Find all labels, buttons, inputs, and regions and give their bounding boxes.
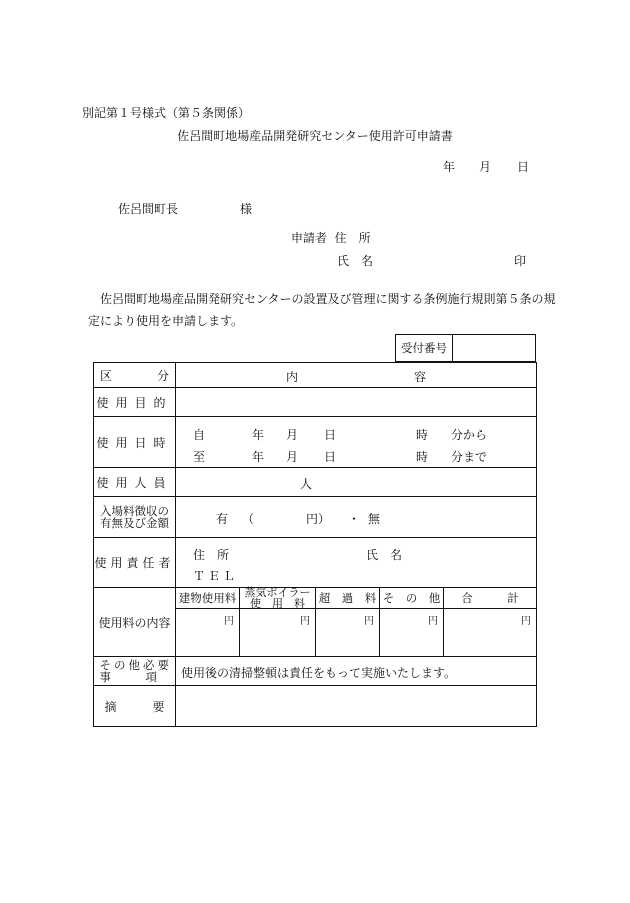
admission-label-1: 入場料徴収の xyxy=(100,504,169,518)
fee-head-boiler-2: 使 用 料 xyxy=(250,597,305,610)
purpose-label: 使用目的 xyxy=(94,388,176,416)
header-category xyxy=(94,363,176,387)
other-matters-label-2: 事 項 xyxy=(99,670,157,684)
addressee-name: 佐呂間町長 xyxy=(118,202,179,216)
fee-yen-total: 円 xyxy=(521,616,531,627)
applicant-address xyxy=(291,229,371,246)
admission-label xyxy=(94,497,176,537)
applicant-name-label: 氏 名 xyxy=(337,254,374,268)
other-matters-text: 使用後の清掃整頓は責任をもって実施いたします。 xyxy=(181,666,457,680)
addressee-honorific: 様 xyxy=(240,202,253,216)
purpose-row xyxy=(94,387,536,416)
to-year: 年 xyxy=(252,450,265,464)
from-prefix: 自 xyxy=(193,428,206,442)
from-month: 月 xyxy=(286,428,299,442)
fee-row xyxy=(94,587,536,656)
fee-head-boiler-1: 蒸気ボイラー xyxy=(244,586,311,599)
fee-head-building: 建物使用料 xyxy=(176,588,239,609)
fee-head-total: 合 計 xyxy=(444,588,536,609)
fee-yen-other: 円 xyxy=(428,616,438,627)
remarks-field[interactable] xyxy=(176,686,536,726)
fee-col-boiler[interactable] xyxy=(240,588,316,656)
fee-yen-building: 円 xyxy=(224,616,234,627)
receipt-number-box xyxy=(395,334,536,362)
date-day: 日 xyxy=(517,160,530,174)
statement-line-1: 佐呂間町地場産品開発研究センターの設置及び管理に関する条例施行規則第５条の規 xyxy=(100,292,556,306)
responsible-field[interactable] xyxy=(176,538,536,587)
responsible-name: 氏 名 xyxy=(366,548,403,562)
other-matters-field xyxy=(176,657,536,685)
to-prefix: 至 xyxy=(193,450,206,464)
fee-col-excess[interactable] xyxy=(316,588,380,656)
table-header-row xyxy=(94,363,536,387)
date-year: 年 xyxy=(443,160,456,174)
document-title: 佐呂間町地場産品開発研究センター使用許可申請書 xyxy=(177,129,453,143)
to-day: 日 xyxy=(324,450,337,464)
from-year: 年 xyxy=(252,428,265,442)
people-label: 使用人員 xyxy=(94,468,176,496)
header-category-1: 区 xyxy=(100,368,113,383)
fee-head-boiler xyxy=(240,588,315,609)
admission-yes: 有 xyxy=(216,512,229,526)
remarks-row xyxy=(94,685,536,726)
fee-col-total[interactable] xyxy=(444,588,536,656)
from-day: 日 xyxy=(324,428,337,442)
fee-yen-excess: 円 xyxy=(364,616,374,627)
seal-mark: 印 xyxy=(514,254,527,268)
header-category-2: 分 xyxy=(156,368,169,383)
from-hour: 時 xyxy=(416,428,429,442)
application-date xyxy=(443,158,529,175)
admission-open: （ xyxy=(242,512,255,526)
addressee xyxy=(118,200,252,217)
admission-close: 円） xyxy=(306,512,331,526)
header-content xyxy=(176,363,536,387)
fee-col-other[interactable] xyxy=(380,588,444,656)
header-content-1: 内 xyxy=(286,370,299,384)
fee-head-other: そ の 他 xyxy=(380,588,443,609)
fee-head-excess: 超 過 料 xyxy=(316,588,379,609)
fee-breakdown xyxy=(176,588,536,656)
other-matters-label-1: その他必要 xyxy=(99,658,172,672)
people-field[interactable] xyxy=(176,468,536,496)
from-suffix: 分から xyxy=(451,428,488,442)
people-unit: 人 xyxy=(300,477,313,491)
application-statement xyxy=(88,288,558,332)
admission-no: 無 xyxy=(368,512,381,526)
form-number: 別記第１号様式（第５条関係） xyxy=(82,106,251,120)
fee-label: 使用料の内容 xyxy=(94,588,176,656)
applicant-label: 申請者 xyxy=(291,231,328,245)
to-month: 月 xyxy=(286,450,299,464)
date-month: 月 xyxy=(479,160,492,174)
fee-yen-boiler: 円 xyxy=(300,616,310,627)
statement-line-2: 定により使用を申請します。 xyxy=(88,314,244,328)
admission-label-2: 有無及び金額 xyxy=(100,516,169,530)
other-matters-label xyxy=(94,657,176,685)
fee-col-building[interactable] xyxy=(176,588,240,656)
admission-dot: ・ xyxy=(348,512,361,526)
other-matters-row xyxy=(94,656,536,685)
application-table xyxy=(93,362,537,727)
responsible-row xyxy=(94,537,536,587)
responsible-address: 住 所 xyxy=(193,548,230,562)
to-suffix: 分まで xyxy=(451,450,488,464)
admission-field[interactable] xyxy=(176,497,536,537)
responsible-label: 使用責任者 xyxy=(94,538,176,587)
responsible-tel: ＴＥＬ xyxy=(193,569,239,583)
receipt-number-label: 受付番号 xyxy=(396,335,453,361)
to-hour: 時 xyxy=(416,450,429,464)
header-content-2: 容 xyxy=(414,370,427,384)
remarks-label: 摘 要 xyxy=(94,686,176,726)
usage-datetime-field[interactable] xyxy=(176,417,536,467)
applicant-address-label: 住 所 xyxy=(334,231,371,245)
purpose-field[interactable] xyxy=(176,388,536,416)
people-row xyxy=(94,467,536,496)
admission-row xyxy=(94,496,536,537)
usage-datetime-label: 使用日時 xyxy=(94,417,176,467)
usage-datetime-row xyxy=(94,416,536,467)
